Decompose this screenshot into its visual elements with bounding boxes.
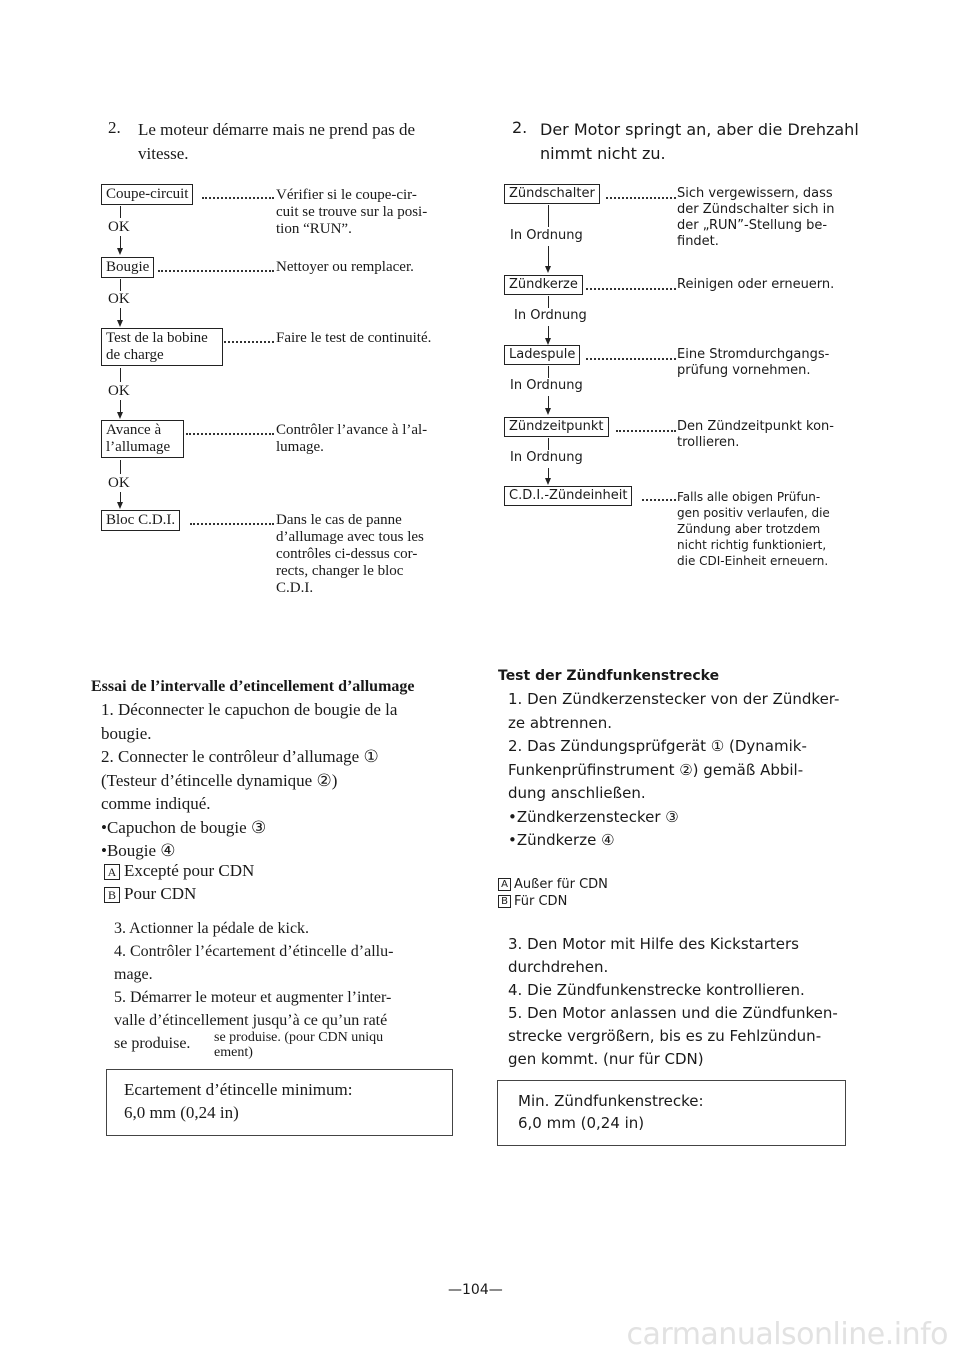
de-flow-box-zuendschalter: Zündschalter — [504, 184, 600, 204]
fr-flow-desc-avance: Contrôler l’avance à l’al- lumage. — [276, 422, 428, 455]
fr-flow-ok: OK — [108, 219, 130, 235]
de-flow-arrow — [545, 266, 551, 273]
de-heading: Der Motor springt an, aber die Drehzahl nimmt nicht zu. — [540, 120, 859, 163]
fr-flow-connector — [120, 206, 121, 218]
de-leader-dots — [616, 430, 676, 432]
fr-heading: Le moteur démarre mais ne prend pas de vitesse. — [138, 120, 416, 163]
fr-flow-desc-cdi: Dans le cas de panne d’allumage avec tous les contrôles ci-dessus cor- rects, changer le bloc C.D.I. — [276, 512, 424, 596]
fr-flow-arrow — [117, 320, 123, 327]
de-leader-dots — [586, 288, 676, 290]
de-key-a-letter: A — [498, 878, 511, 891]
fr-key-b-letter: B — [104, 887, 120, 903]
de-heading-number: 2. — [512, 118, 528, 137]
fr-flow-arrow — [117, 412, 123, 419]
fr-leader-dots — [202, 197, 274, 199]
fr-key-a-letter: A — [104, 864, 120, 880]
fr-leader-dots — [186, 433, 274, 435]
fr-flow-desc-bobine: Faire le test de continuité. — [276, 330, 432, 346]
de-flow-desc-zuendzeitpunkt: Den Zündzeitpunkt kon- trollieren. — [677, 419, 834, 450]
page-number: —104— — [448, 1282, 503, 1298]
fr-flow-connector — [120, 368, 121, 382]
de-leader-dots — [606, 197, 676, 199]
de-flow-desc-zuendkerze: Reinigen oder erneuern. — [677, 277, 835, 292]
de-flow-box-zuendzeitpunkt: Zündzeitpunkt — [504, 417, 609, 437]
de-leader-dots — [642, 499, 676, 501]
de-spec-text: Min. Zündfunkenstrecke: 6,0 mm (0,24 in) — [518, 1092, 704, 1132]
de-test-steps-1-2: 1. Den Zündkerzenstecker von der Zündker- ze abtrennen. 2. Das Zündungsprüfgerät ① (Dynamik- Funkenprüfinstrument ②) gemäß Abbil- dung anschließen. •Zündkerzenstecker ③ •Zündkerze ④ — [508, 690, 840, 849]
de-key-a — [498, 876, 608, 894]
fr-heading-number: 2. — [108, 118, 121, 137]
de-flow-arrow — [545, 408, 551, 415]
de-key-b-letter: B — [498, 895, 511, 908]
de-key-b — [498, 893, 567, 911]
de-test-title: Test der Zündfunkenstrecke — [498, 668, 720, 684]
fr-test-title: Essai de l’intervalle d’etincellement d’allumage — [91, 678, 415, 695]
de-flow-connector — [548, 438, 549, 450]
fr-flow-box-bougie: Bougie — [101, 257, 154, 278]
fr-leader-dots — [224, 341, 274, 343]
fr-step-5-overlay-note: se produise. (pour CDN uniqu ement) — [214, 1030, 384, 1060]
fr-flow-box-avance: Avance à l’allumage — [101, 420, 184, 458]
fr-test-steps-1-2: 1. Déconnecter le capuchon de bougie de la bougie. 2. Connecter le contrôleur d’allumage ① (Testeur d’étincelle dynamique ②) comme indiqué. •Capuchon de bougie ③ •Bougie ④ — [101, 700, 398, 860]
de-flow-arrow — [545, 338, 551, 345]
de-flow-connector — [548, 296, 549, 308]
fr-flow-ok: OK — [108, 383, 130, 399]
de-flow-ok: In Ordnung — [514, 308, 587, 323]
fr-leader-dots — [158, 270, 274, 272]
de-flow-box-cdi: C.D.I.-Zündeinheit — [504, 486, 632, 506]
de-flow-arrow — [545, 478, 551, 485]
fr-key-a-text: Excepté pour CDN — [124, 861, 255, 880]
fr-flow-box-bobine: Test de la bobine de charge — [101, 328, 223, 366]
de-key-b-text: Für CDN — [514, 894, 568, 909]
de-flow-connector — [548, 366, 549, 378]
fr-flow-ok: OK — [108, 291, 130, 307]
fr-spec-text: Ecartement d’étincelle minimum: 6,0 mm (0,24 in) — [124, 1080, 353, 1122]
de-key-a-text: Außer für CDN — [514, 877, 608, 892]
fr-flow-desc-bougie: Nettoyer ou remplacer. — [276, 259, 414, 275]
de-flow-desc-cdi: Falls alle obigen Prüfun- gen positiv verlaufen, die Zündung aber trotzdem nicht richtig funktioniert, die CDI-Einheit erneuern. — [677, 490, 830, 568]
fr-flow-arrow — [117, 502, 123, 509]
fr-key-a — [104, 860, 254, 882]
fr-flow-ok: OK — [108, 475, 130, 491]
fr-flow-arrow — [117, 248, 123, 255]
de-flow-ok: In Ordnung — [510, 378, 583, 393]
de-test-steps-3-5: 3. Den Motor mit Hilfe des Kickstarters durchdrehen. 4. Die Zündfunkenstrecke kontrollieren. 5. Den Motor anlassen und die Zündfunken- strecke vergrößern, bis es zu Fehlzündun- gen kommt. (nur für CDN) — [508, 935, 838, 1068]
fr-flow-box-coupe-circuit: Coupe-circuit — [101, 184, 193, 205]
fr-flow-desc-coupe-circuit: Vérifier si le coupe-cir- cuit se trouve sur la posi- tion “RUN”. — [276, 187, 428, 237]
de-flow-connector — [548, 205, 549, 227]
de-flow-ok: In Ordnung — [510, 450, 583, 465]
fr-flow-box-cdi: Bloc C.D.I. — [101, 510, 180, 531]
fr-flow-connector — [120, 460, 121, 474]
fr-flow-connector — [120, 279, 121, 291]
de-flow-box-ladespule: Ladespule — [504, 345, 580, 365]
de-leader-dots — [586, 358, 676, 360]
de-flow-desc-zuendschalter: Sich vergewissern, dass der Zündschalter sich in der „RUN”-Stellung be- findet. — [677, 186, 835, 249]
de-flow-desc-ladespule: Eine Stromdurchgangs- prüfung vornehmen. — [677, 347, 830, 378]
site-watermark: carmanualsonline.info — [626, 1317, 948, 1352]
de-flow-ok: In Ordnung — [510, 228, 583, 243]
de-flow-connector — [548, 246, 549, 268]
fr-key-b — [104, 883, 196, 905]
fr-leader-dots — [190, 523, 274, 525]
de-flow-box-zuendkerze: Zündkerze — [504, 275, 583, 295]
fr-key-b-text: Pour CDN — [124, 884, 197, 903]
fr-test-steps-3-5: 3. Actionner la pédale de kick. 4. Contrôler l’écartement d’étincelle d’allu- mage. 5. Démarrer le moteur et augmenter l’inter- valle d’étincellement jusqu’à ce qu’un raté se produise. — [114, 920, 394, 1052]
